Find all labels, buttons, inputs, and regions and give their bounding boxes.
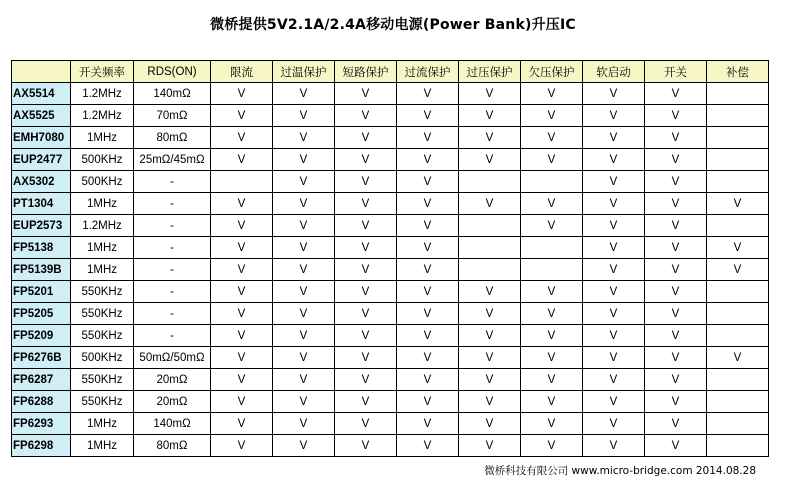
table-cell: V	[211, 215, 273, 237]
model-name-cell: FP5201	[12, 281, 71, 303]
table-cell: V	[645, 193, 707, 215]
table-cell: V	[459, 127, 521, 149]
table-cell: 1.2MHz	[71, 105, 134, 127]
table-cell: V	[583, 83, 645, 105]
table-cell: V	[211, 237, 273, 259]
table-cell: V	[211, 105, 273, 127]
table-cell: V	[397, 215, 459, 237]
table-cell: V	[211, 435, 273, 457]
table-cell: V	[273, 193, 335, 215]
table-cell	[459, 259, 521, 281]
table-cell: V	[645, 259, 707, 281]
table-cell: V	[459, 369, 521, 391]
table-cell: V	[397, 369, 459, 391]
table-cell: -	[134, 193, 211, 215]
table-cell: V	[459, 413, 521, 435]
header-cell: 限流	[211, 61, 273, 83]
table-cell: V	[211, 303, 273, 325]
table-cell: V	[521, 325, 583, 347]
table-cell: 1MHz	[71, 413, 134, 435]
table-cell: V	[707, 347, 769, 369]
table-cell: V	[521, 391, 583, 413]
table-cell: V	[397, 325, 459, 347]
table-row	[12, 281, 769, 303]
table-cell: V	[521, 303, 583, 325]
header-cell: 开关频率	[71, 61, 134, 83]
table-cell: V	[583, 237, 645, 259]
header-cell: 补偿	[707, 61, 769, 83]
table-cell	[707, 171, 769, 193]
model-name-cell: FP5138	[12, 237, 71, 259]
table-row	[12, 435, 769, 457]
table-cell: V	[397, 193, 459, 215]
table-cell: V	[645, 171, 707, 193]
table-cell: V	[521, 83, 583, 105]
table-cell: V	[459, 193, 521, 215]
table-body	[12, 83, 769, 457]
table-cell: V	[521, 105, 583, 127]
table-cell: V	[273, 237, 335, 259]
table-cell: V	[583, 303, 645, 325]
table-cell: V	[645, 149, 707, 171]
model-name-cell: EMH7080	[12, 127, 71, 149]
table-cell: 20mΩ	[134, 369, 211, 391]
table-row	[12, 325, 769, 347]
table-cell: V	[583, 171, 645, 193]
table-cell: V	[645, 281, 707, 303]
table-cell: V	[397, 303, 459, 325]
header-cell: 过温保护	[273, 61, 335, 83]
table-cell: 70mΩ	[134, 105, 211, 127]
model-name-cell: FP6293	[12, 413, 71, 435]
table-cell: V	[335, 83, 397, 105]
table-cell: 500KHz	[71, 149, 134, 171]
table-cell: V	[521, 435, 583, 457]
table-cell: V	[521, 149, 583, 171]
table-cell: V	[211, 347, 273, 369]
table-cell	[707, 369, 769, 391]
table-cell: V	[521, 193, 583, 215]
table-cell: V	[273, 281, 335, 303]
table-cell: V	[335, 325, 397, 347]
table-cell: V	[645, 303, 707, 325]
table-cell: V	[397, 127, 459, 149]
table-cell: V	[645, 347, 707, 369]
table-row	[12, 83, 769, 105]
table-cell: V	[707, 237, 769, 259]
page-title: 微桥提供5V2.1A/2.4A移动电源(Power Bank)升压IC	[210, 17, 576, 33]
header-cell: RDS(ON)	[134, 61, 211, 83]
header-cell: 短路保护	[335, 61, 397, 83]
model-name-cell: AX5302	[12, 171, 71, 193]
table-cell: V	[521, 281, 583, 303]
table-cell	[459, 237, 521, 259]
table-cell: V	[273, 83, 335, 105]
table-cell: V	[211, 391, 273, 413]
table-cell: V	[397, 171, 459, 193]
table-cell: V	[273, 259, 335, 281]
model-name-cell: AX5514	[12, 83, 71, 105]
table-cell: V	[273, 215, 335, 237]
header-cell: 过压保护	[459, 61, 521, 83]
table-cell: V	[583, 149, 645, 171]
table-cell: V	[521, 413, 583, 435]
table-cell: 140mΩ	[134, 413, 211, 435]
table-cell: 50mΩ/50mΩ	[134, 347, 211, 369]
table-cell: 1MHz	[71, 435, 134, 457]
table-cell: 550KHz	[71, 303, 134, 325]
table-cell: V	[335, 303, 397, 325]
table-cell: V	[583, 435, 645, 457]
table-cell: V	[583, 215, 645, 237]
table-cell: V	[583, 259, 645, 281]
footer-credit: 微桥科技有限公司 www.micro-bridge.com 2014.08.28	[484, 465, 756, 477]
table-cell: V	[707, 193, 769, 215]
table-cell: 550KHz	[71, 281, 134, 303]
model-name-cell: FP6276B	[12, 347, 71, 369]
table-cell	[707, 215, 769, 237]
table-cell: V	[583, 127, 645, 149]
table-row	[12, 105, 769, 127]
table-cell: V	[211, 127, 273, 149]
table-cell	[707, 127, 769, 149]
table-cell: V	[211, 281, 273, 303]
table-cell: 140mΩ	[134, 83, 211, 105]
table-cell: 1MHz	[71, 237, 134, 259]
table-cell	[707, 281, 769, 303]
model-name-cell: PT1304	[12, 193, 71, 215]
table-cell: V	[273, 435, 335, 457]
table-cell	[707, 435, 769, 457]
table-cell: 550KHz	[71, 325, 134, 347]
table-cell: V	[459, 435, 521, 457]
table-cell: 80mΩ	[134, 435, 211, 457]
table-cell: V	[583, 105, 645, 127]
table-row	[12, 171, 769, 193]
model-name-cell: FP5209	[12, 325, 71, 347]
table-cell	[707, 149, 769, 171]
table-cell: V	[211, 413, 273, 435]
table-cell: V	[397, 281, 459, 303]
table-cell: V	[459, 303, 521, 325]
table-cell: V	[397, 435, 459, 457]
table-cell: V	[521, 369, 583, 391]
table-cell	[707, 391, 769, 413]
model-name-cell: EUP2477	[12, 149, 71, 171]
table-cell: V	[707, 259, 769, 281]
table-row	[12, 149, 769, 171]
table-cell: V	[273, 413, 335, 435]
table-cell	[707, 413, 769, 435]
table-cell	[459, 215, 521, 237]
table-cell: 500KHz	[71, 171, 134, 193]
header-row	[12, 61, 769, 83]
table-row	[12, 127, 769, 149]
table-cell: V	[273, 391, 335, 413]
table-cell	[521, 259, 583, 281]
comparison-table	[11, 60, 769, 457]
table-cell: V	[273, 171, 335, 193]
table-cell: V	[583, 347, 645, 369]
table-cell: V	[335, 347, 397, 369]
table-cell	[707, 303, 769, 325]
model-name-cell: FP6287	[12, 369, 71, 391]
table-cell: V	[335, 237, 397, 259]
table-row	[12, 303, 769, 325]
table-cell: V	[397, 149, 459, 171]
table-row	[12, 259, 769, 281]
table-cell: V	[645, 413, 707, 435]
table-cell: V	[273, 347, 335, 369]
table-header	[12, 61, 769, 83]
table-cell: -	[134, 237, 211, 259]
table-cell: V	[273, 105, 335, 127]
table-cell: -	[134, 325, 211, 347]
table-row	[12, 193, 769, 215]
table-row	[12, 347, 769, 369]
table-cell: V	[645, 237, 707, 259]
header-cell-corner	[12, 61, 71, 83]
table-cell: -	[134, 281, 211, 303]
table-cell: V	[397, 413, 459, 435]
table-cell	[707, 83, 769, 105]
model-name-cell: FP5205	[12, 303, 71, 325]
table-cell: V	[583, 369, 645, 391]
table-cell: V	[521, 347, 583, 369]
table-cell: V	[335, 215, 397, 237]
header-cell: 开关	[645, 61, 707, 83]
table-cell: V	[459, 347, 521, 369]
table-cell: V	[335, 149, 397, 171]
header-cell: 软启动	[583, 61, 645, 83]
table-cell: V	[211, 149, 273, 171]
table-cell	[211, 171, 273, 193]
table-cell: V	[583, 325, 645, 347]
table-cell: -	[134, 171, 211, 193]
table-cell: V	[273, 149, 335, 171]
table-cell: 1.2MHz	[71, 83, 134, 105]
table-row	[12, 413, 769, 435]
table-cell: V	[583, 281, 645, 303]
table-cell	[521, 237, 583, 259]
table-cell: V	[459, 105, 521, 127]
model-name-cell: AX5525	[12, 105, 71, 127]
table-cell: V	[645, 391, 707, 413]
table-cell: V	[645, 105, 707, 127]
table-cell	[707, 325, 769, 347]
table-cell: V	[521, 215, 583, 237]
table-cell: V	[645, 127, 707, 149]
table-cell: V	[211, 259, 273, 281]
table-cell: V	[335, 105, 397, 127]
table-cell: V	[459, 281, 521, 303]
header-cell: 过流保护	[397, 61, 459, 83]
table-cell: V	[645, 215, 707, 237]
table-cell: V	[459, 391, 521, 413]
table-cell: 1MHz	[71, 127, 134, 149]
table-cell: 1.2MHz	[71, 215, 134, 237]
table-cell: V	[521, 127, 583, 149]
table-cell: V	[211, 193, 273, 215]
table-cell: 550KHz	[71, 369, 134, 391]
table-cell: V	[397, 259, 459, 281]
table-cell	[459, 171, 521, 193]
table-cell: V	[645, 435, 707, 457]
table-cell: 20mΩ	[134, 391, 211, 413]
table-cell: V	[583, 193, 645, 215]
table-cell	[707, 105, 769, 127]
table-row	[12, 369, 769, 391]
table-cell: V	[645, 83, 707, 105]
table-cell: V	[335, 259, 397, 281]
table-cell: V	[645, 325, 707, 347]
table-cell: V	[211, 325, 273, 347]
table-cell: V	[397, 347, 459, 369]
table-cell: V	[397, 237, 459, 259]
table-cell: V	[211, 83, 273, 105]
table-cell: -	[134, 259, 211, 281]
model-name-cell: FP5139B	[12, 259, 71, 281]
table-cell: V	[459, 149, 521, 171]
table-cell: V	[583, 391, 645, 413]
table-cell: V	[397, 105, 459, 127]
table-cell: 550KHz	[71, 391, 134, 413]
table-cell: V	[335, 281, 397, 303]
table-cell: V	[335, 391, 397, 413]
table-cell: V	[273, 369, 335, 391]
table-cell: V	[211, 369, 273, 391]
table-row	[12, 391, 769, 413]
table-cell: V	[273, 325, 335, 347]
table-cell: 500KHz	[71, 347, 134, 369]
table-cell: V	[335, 193, 397, 215]
table-cell: V	[397, 391, 459, 413]
table-cell: V	[459, 83, 521, 105]
table-cell: 1MHz	[71, 193, 134, 215]
table-cell: -	[134, 303, 211, 325]
table-cell: -	[134, 215, 211, 237]
table-cell: V	[645, 369, 707, 391]
model-name-cell: EUP2573	[12, 215, 71, 237]
table-cell: V	[335, 369, 397, 391]
table-cell: V	[459, 325, 521, 347]
table-cell: V	[273, 303, 335, 325]
table-row	[12, 215, 769, 237]
table-cell: 80mΩ	[134, 127, 211, 149]
table-cell	[521, 171, 583, 193]
table-cell: V	[273, 127, 335, 149]
table-cell: V	[397, 83, 459, 105]
table-cell: V	[583, 413, 645, 435]
table-cell: V	[335, 413, 397, 435]
table-cell: V	[335, 171, 397, 193]
table-cell: V	[335, 435, 397, 457]
table-cell: 1MHz	[71, 259, 134, 281]
table-cell: 25mΩ/45mΩ	[134, 149, 211, 171]
model-name-cell: FP6298	[12, 435, 71, 457]
header-cell: 欠压保护	[521, 61, 583, 83]
model-name-cell: FP6288	[12, 391, 71, 413]
table-row	[12, 237, 769, 259]
table-cell: V	[335, 127, 397, 149]
